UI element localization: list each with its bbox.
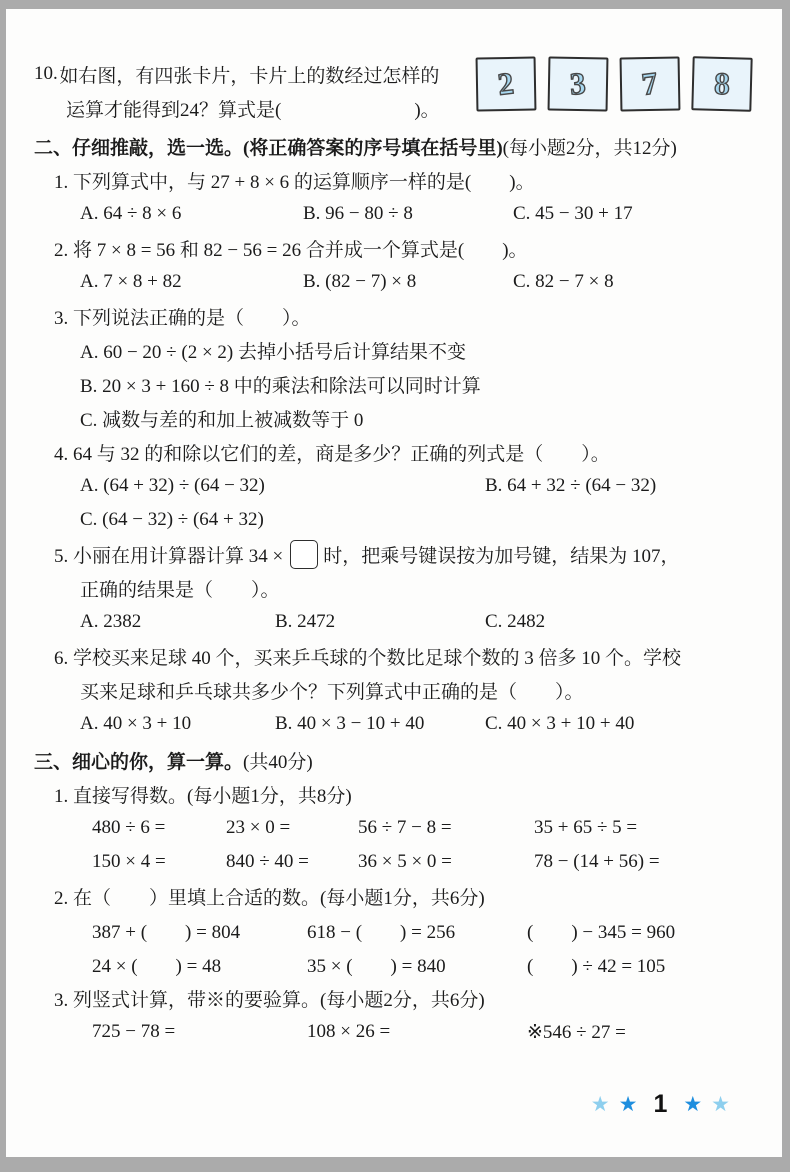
- fill-blank-item: 35 × ( ) = 840: [307, 955, 446, 977]
- number-card-2: [476, 56, 537, 111]
- section-3-score: (共40分): [243, 751, 313, 773]
- section-3-title: 三、细心的你，算一算。: [34, 751, 244, 773]
- section-2-subtitle: (将正确答案的序号填在括号里): [243, 137, 503, 159]
- vertical-calc-item: 108 × 26 =: [307, 1021, 391, 1042]
- section-2-title: 二、仔细推敲，选一选。: [34, 137, 244, 159]
- q4-option-c: C. (64 − 32) ÷ (64 + 32): [80, 509, 264, 530]
- q6-option-c: C. 40 × 3 + 10 + 40: [485, 713, 635, 734]
- calc-item: 480 ÷ 6 =: [92, 817, 166, 838]
- fill-blank-item: ( ) ÷ 42 = 105: [527, 955, 666, 977]
- q1-option-b: B. 96 − 80 ÷ 8: [303, 203, 413, 224]
- q6-line2: 买来足球和乒乓球共多少个？下列算式中正确的是（ ）。: [80, 681, 584, 703]
- question-3-1: [8, 777, 768, 879]
- section-3-heading: [8, 743, 768, 777]
- q6-line1: 6. 学校买来足球 40 个，买来乒乓球的个数比足球个数的 3 倍多 10 个。学校: [54, 647, 682, 669]
- star-icon: ★: [590, 1092, 610, 1116]
- card-digit: 8: [713, 65, 731, 102]
- q5-option-a: A. 2382: [80, 611, 142, 632]
- question-2-4: [8, 435, 768, 537]
- calc-item: 840 ÷ 40 =: [226, 851, 309, 872]
- q5-option-c: C. 2482: [485, 611, 546, 632]
- worksheet-content: [6, 9, 782, 1157]
- question-10-number: 10.: [34, 63, 58, 84]
- q2-option-b: B. (82 − 7) × 8: [303, 271, 417, 292]
- q1-option-c: C. 45 − 30 + 17: [513, 203, 633, 224]
- q2-option-c: C. 82 − 7 × 8: [513, 271, 614, 292]
- q5-line2: 正确的结果是（ ）。: [80, 579, 280, 601]
- page-footer: [591, 1090, 730, 1119]
- q2-stem: 2. 将 7 × 8 = 56 和 82 − 56 = 26 合并成一个算式是( )。: [54, 239, 528, 261]
- star-icon: ★: [711, 1092, 730, 1116]
- page-number: 1: [653, 1090, 668, 1118]
- q4-option-a: A. (64 + 32) ÷ (64 − 32): [80, 475, 265, 496]
- calc-item: 36 × 5 × 0 =: [358, 851, 452, 872]
- calc-item: 23 × 0 =: [226, 817, 291, 838]
- vertical-calc-item: ※546 ÷ 27 =: [527, 1021, 626, 1043]
- card-digit: 7: [640, 65, 660, 102]
- question-10-line1: 如右图，有四张卡片，卡片上的数经过怎样的: [59, 65, 440, 87]
- q3-option-a: A. 60 − 20 ÷ (2 × 2) 去掉小括号后计算结果不变: [80, 341, 466, 363]
- card-digit: 3: [569, 65, 587, 102]
- number-card-7: [620, 56, 681, 111]
- q6-option-a: A. 40 × 3 + 10: [80, 713, 192, 734]
- s3q3-stem: 3. 列竖式计算，带※的要验算。(每小题2分，共6分): [54, 989, 485, 1011]
- calc-item: 150 × 4 =: [92, 851, 166, 872]
- s3q1-stem: 1. 直接写得数。(每小题1分，共8分): [54, 785, 352, 807]
- q1-stem: 1. 下列算式中，与 27 + 8 × 6 的运算顺序一样的是( )。: [54, 171, 535, 193]
- fill-blank-item: 24 × ( ) = 48: [92, 955, 222, 977]
- s3q2-stem: 2. 在（ ）里填上合适的数。(每小题1分，共6分): [54, 887, 485, 909]
- blank-box: [290, 540, 318, 569]
- question-2-6: [8, 639, 768, 741]
- vertical-calc-item: 725 − 78 =: [92, 1021, 176, 1042]
- q4-stem: 4. 64 与 32 的和除以它们的差，商是多少？正确的列式是（ ）。: [54, 443, 610, 465]
- star-icon: ★: [618, 1092, 638, 1116]
- q1-option-a: A. 64 ÷ 8 × 6: [80, 203, 182, 224]
- fill-blank-item: 387 + ( ) = 804: [92, 921, 241, 943]
- number-card-3: [548, 56, 609, 111]
- q2-option-a: A. 7 × 8 + 82: [80, 271, 182, 292]
- question-2-2: [8, 231, 768, 299]
- question-3-2: [8, 879, 768, 981]
- question-3-3: [8, 981, 768, 1049]
- fill-blank-item: 618 − ( ) = 256: [307, 921, 456, 943]
- question-10-line2: 运算才能得到24？算式是( )。: [66, 99, 440, 121]
- number-cards: [476, 57, 752, 111]
- question-2-5: [8, 537, 768, 639]
- q5-option-b: B. 2472: [275, 611, 336, 632]
- q5-stem-post: 时，把乘号键误按为加号键，结果为 107，: [323, 545, 680, 567]
- number-card-8: [691, 56, 752, 112]
- q5-stem-pre: 5. 小丽在用计算器计算 34 ×: [54, 545, 284, 567]
- q3-option-b: B. 20 × 3 + 160 ÷ 8 中的乘法和除法可以同时计算: [80, 375, 481, 397]
- worksheet-page: [6, 9, 782, 1157]
- question-2-1: [8, 163, 768, 231]
- question-2-3: [8, 299, 768, 435]
- fill-blank-item: ( ) − 345 = 960: [527, 921, 676, 943]
- q6-option-b: B. 40 × 3 − 10 + 40: [275, 713, 425, 734]
- calc-item: 56 ÷ 7 − 8 =: [358, 817, 452, 838]
- section-2-score: (每小题2分，共12分): [502, 137, 677, 159]
- star-icon: ★: [683, 1092, 703, 1116]
- calc-item: 35 + 65 ÷ 5 =: [534, 817, 638, 838]
- calc-item: 78 − (14 + 56) =: [534, 851, 660, 872]
- q4-option-b: B. 64 + 32 ÷ (64 − 32): [485, 475, 657, 496]
- q3-stem: 3. 下列说法正确的是（ ）。: [54, 307, 311, 329]
- q3-option-c: C. 减数与差的和加上被减数等于 0: [80, 409, 364, 431]
- section-2-heading: [8, 129, 768, 163]
- card-digit: 2: [496, 65, 516, 102]
